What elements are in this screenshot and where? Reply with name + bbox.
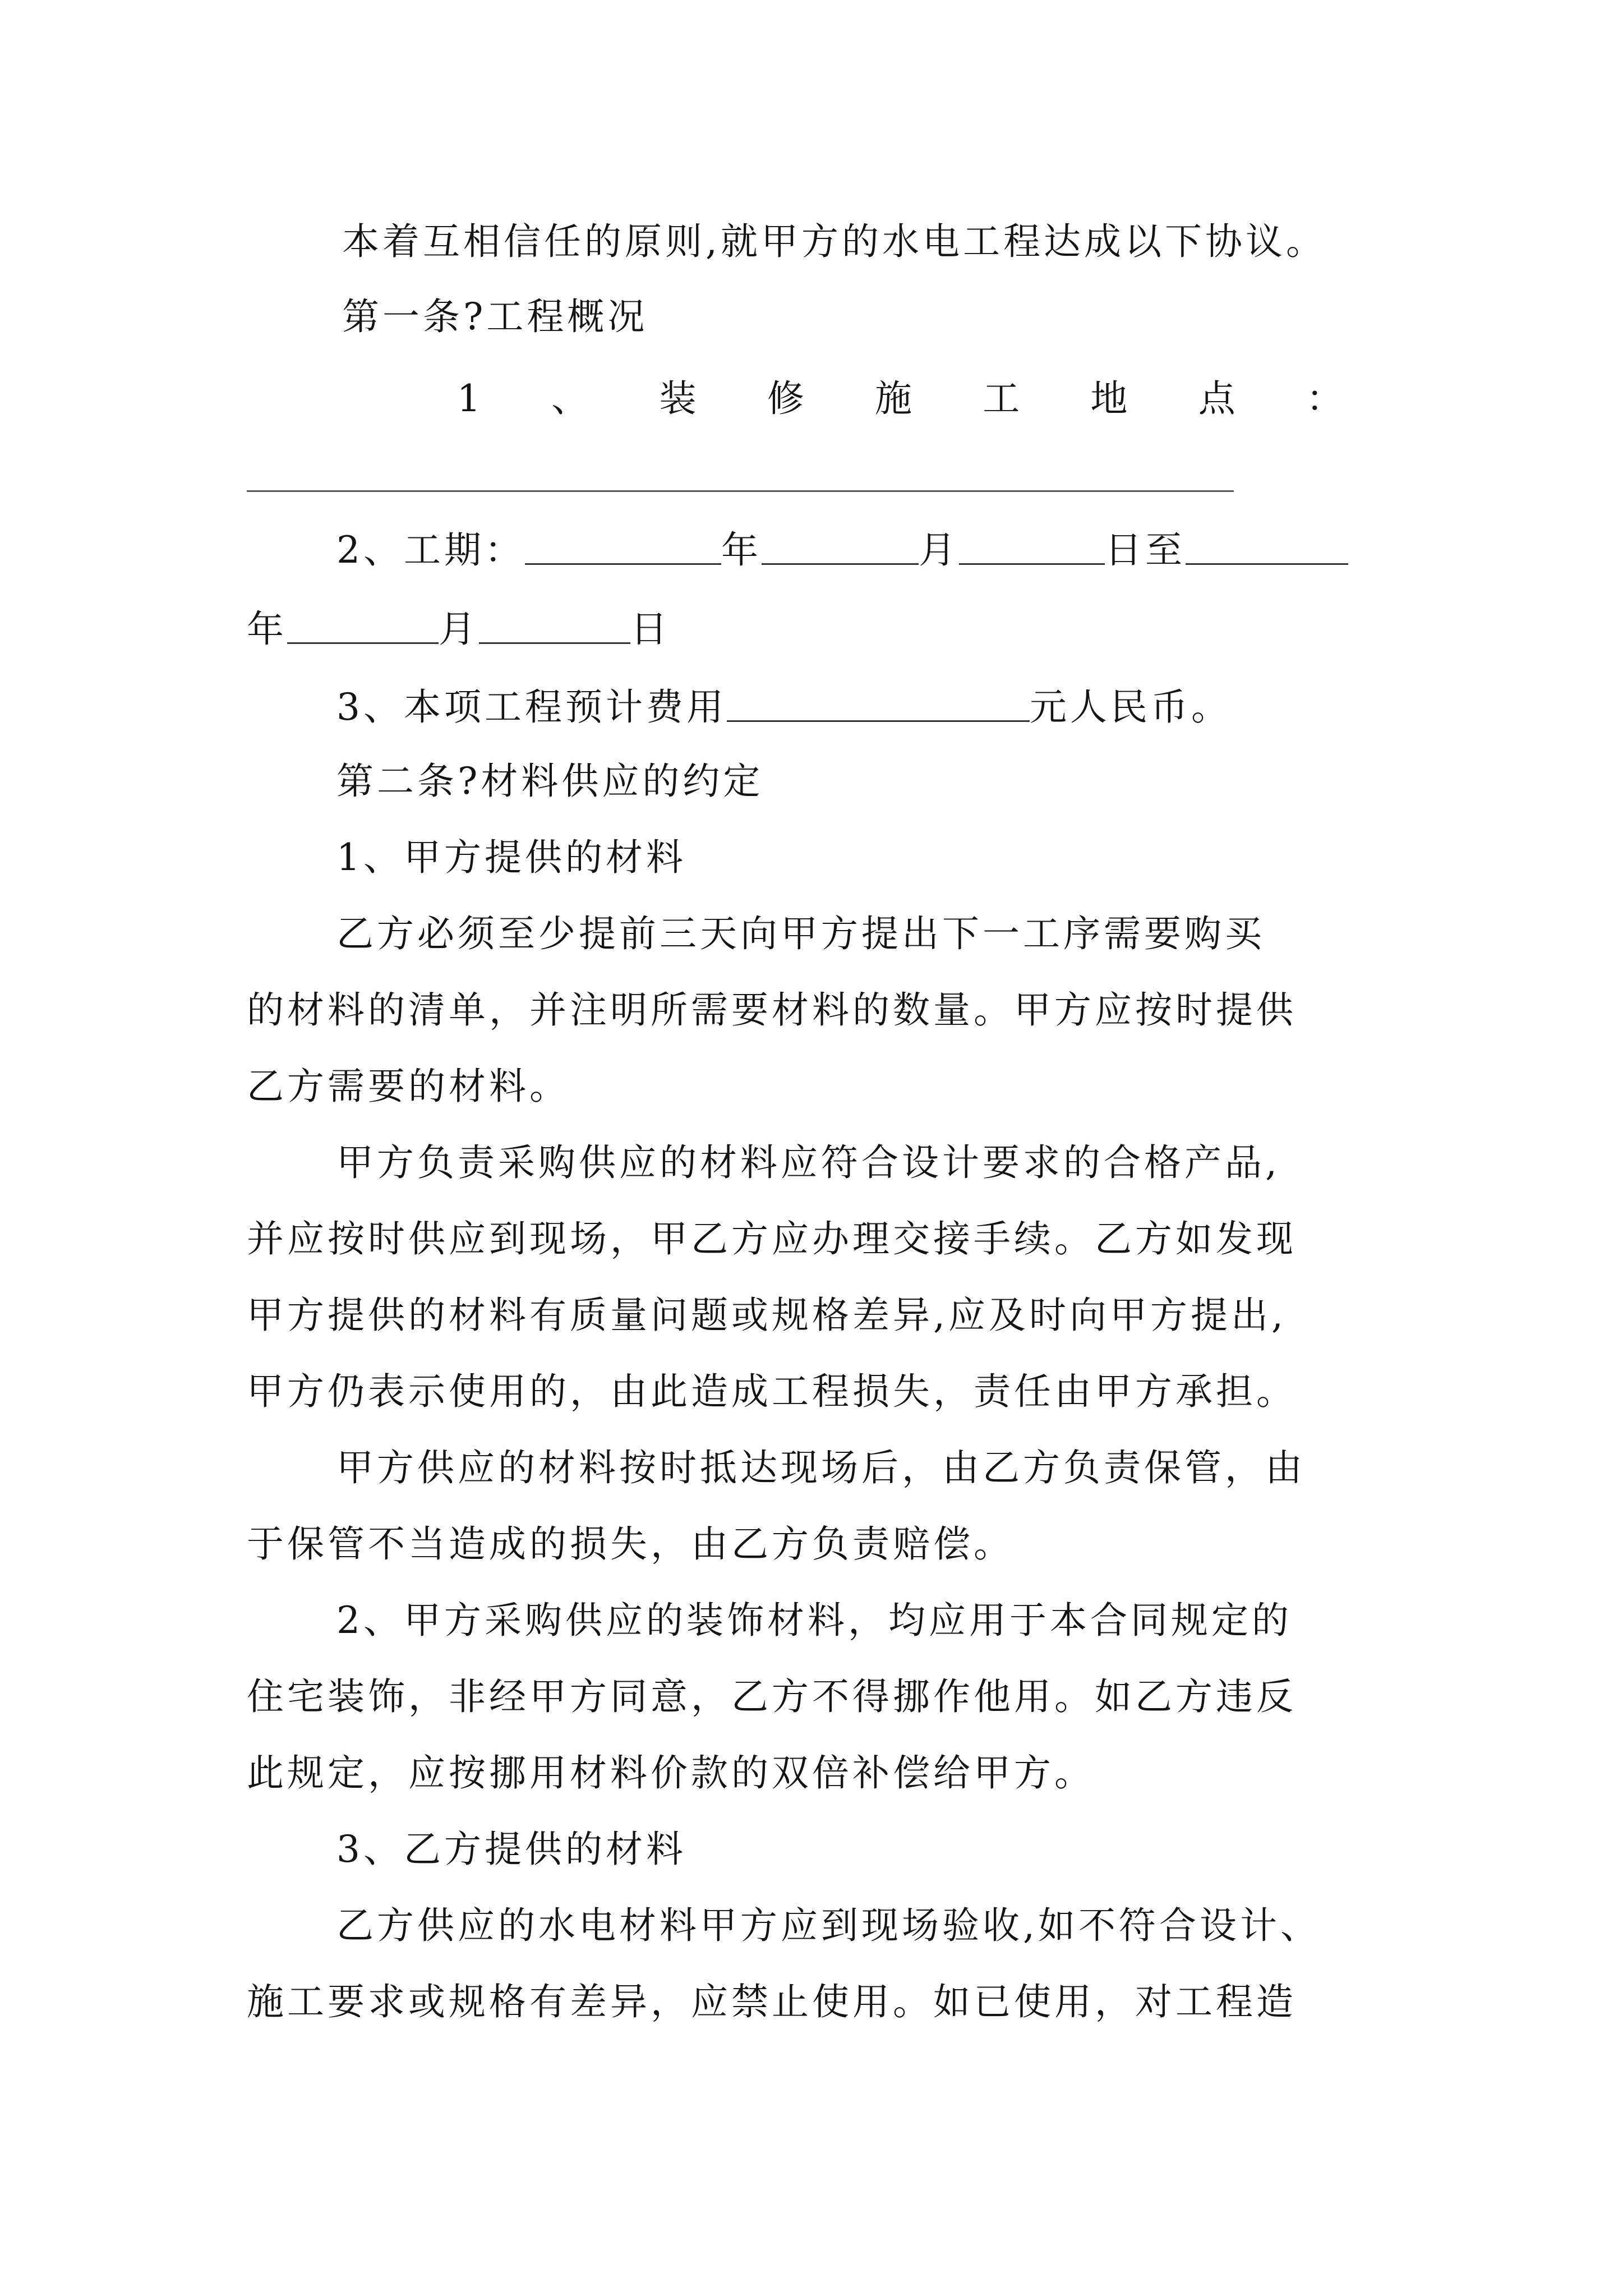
paragraph-line: 3、乙方提供的材料: [336, 1828, 686, 1871]
blank-field: [959, 530, 1105, 565]
paragraph-line: 此规定，应按挪用材料价款的双倍补偿给甲方。: [247, 1751, 1095, 1795]
paragraph-line: 于保管不当造成的损失，由乙方负责赔偿。: [247, 1522, 1014, 1566]
paragraph-line: 甲方仍表示使用的，由此造成工程损失，责任由甲方承担。: [247, 1370, 1297, 1413]
paragraph-line: 的材料的清单，并注明所需要材料的数量。甲方应按时提供: [247, 988, 1297, 1032]
paragraph-line: 并应按时供应到现场，甲乙方应办理交接手续。乙方如发现: [247, 1217, 1297, 1260]
site-address-label: [457, 377, 1343, 420]
label-char: 1: [457, 377, 481, 420]
label-char: 点: [1198, 377, 1235, 420]
section-heading: 第一条?工程概况: [342, 295, 648, 338]
address-blank-line: [247, 490, 1234, 492]
blank-field: [287, 609, 439, 644]
paragraph-line: 2、甲方采购供应的装饰材料，均应用于本合同规定的: [336, 1599, 1292, 1642]
unit-text: 日至: [1105, 528, 1186, 572]
paragraph-line: 住宅装饰，非经甲方同意，乙方不得挪作他用。如乙方违反: [247, 1675, 1297, 1718]
unit-text: 月: [439, 608, 479, 651]
unit-text: 年: [721, 528, 762, 572]
unit-text: 月: [919, 528, 959, 572]
label-char: 修: [767, 377, 804, 420]
label-char: 工: [983, 377, 1020, 420]
paragraph-line: 乙方必须至少提前三天向甲方提出下一工序需要购买: [336, 912, 1265, 955]
unit-text: 元人民币。: [1030, 685, 1232, 729]
label-char: 装: [659, 377, 697, 420]
label-char: ：: [1306, 377, 1343, 420]
label-char: 、: [551, 377, 589, 420]
section-heading: 第二条?材料供应的约定: [336, 760, 764, 803]
blank-field: [525, 530, 721, 565]
paragraph-line: 1、甲方提供的材料: [336, 836, 686, 879]
cost-label: 3、本项工程预计费用: [336, 685, 727, 729]
period-line-continued: [247, 608, 671, 651]
unit-text: 日: [630, 608, 671, 651]
period-label: 2、工期：: [336, 528, 525, 572]
label-char: 地: [1090, 377, 1128, 420]
paragraph-line: 乙方需要的材料。: [247, 1065, 570, 1108]
blank-field: [727, 687, 1030, 722]
paragraph-line: 甲方供应的材料按时抵达现场后，由乙方负责保管，由: [336, 1446, 1306, 1489]
label-char: 施: [875, 377, 912, 420]
cost-line: [336, 685, 1232, 729]
paragraph-line: 甲方提供的材料有质量问题或规格差异,应及时向甲方提出,: [247, 1294, 1287, 1337]
blank-field: [762, 530, 919, 565]
blank-field: [479, 609, 630, 644]
paragraph-line: 乙方供应的水电材料甲方应到现场验收,如不符合设计、: [336, 1904, 1321, 1947]
paragraph-line: 本着互相信任的原则,就甲方的水电工程达成以下协议。: [342, 220, 1326, 263]
paragraph-line: 甲方负责采购供应的材料应符合设计要求的合格产品,: [336, 1141, 1280, 1184]
blank-field: [1186, 530, 1348, 565]
unit-text: 年: [247, 608, 287, 651]
period-line: [336, 528, 1348, 572]
paragraph-line: 施工要求或规格有差异，应禁止使用。如已使用，对工程造: [247, 1980, 1297, 2023]
